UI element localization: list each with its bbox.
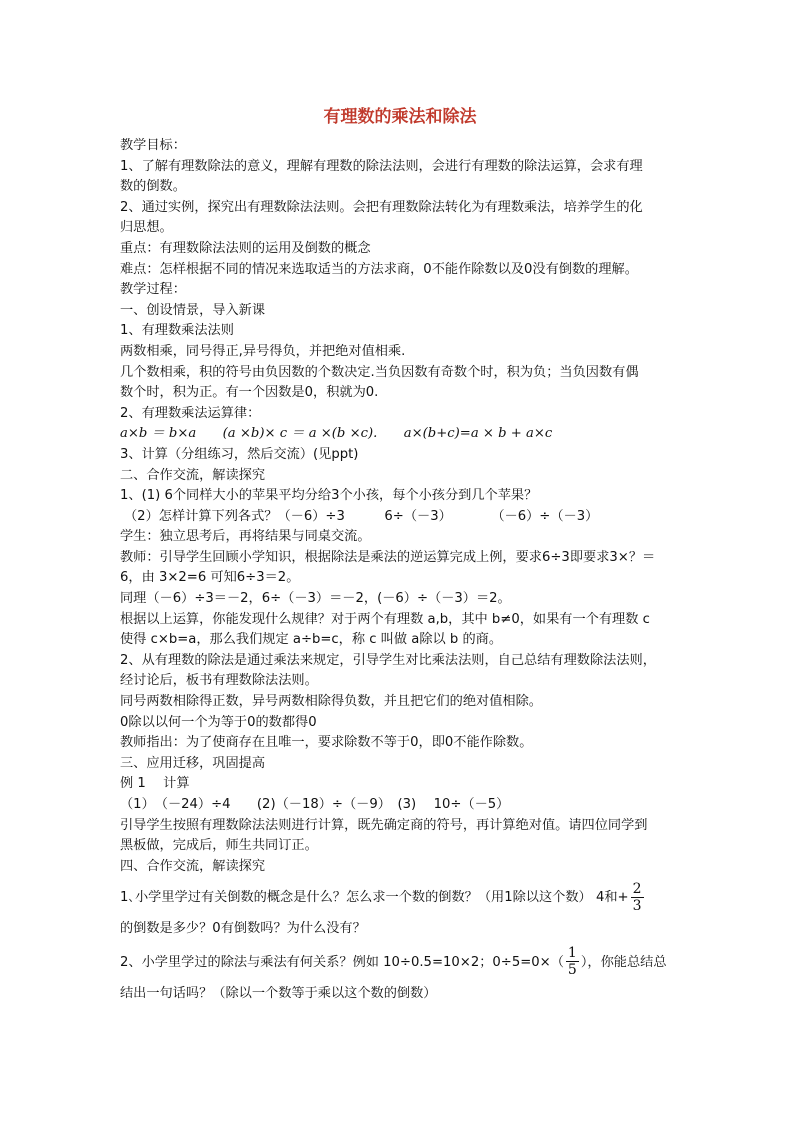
section-1-item-2: 2、有理数乘法运算律： [120, 405, 261, 421]
division-multiplication-line-1 [120, 942, 680, 984]
difficult-point: 难点：怎样根据不同的情况来选取适当的方法求商，0不能作除数以及0没有倒数的理解。 [120, 261, 638, 277]
division-rule-intro-line-2: 经讨论后，板书有理数除法法则。 [120, 673, 318, 689]
fraction-denominator: 5 [567, 962, 577, 979]
division-rule-intro-line-1: 2、从有理数的除法是通过乘法来规定，引导学生对比乘法法则，自己总结有理数除法法则， [120, 652, 656, 668]
division-multiplication-line-2: 结出一句话吗？（除以一个数等于乘以这个数的倒数） [120, 985, 437, 1001]
section-4-heading: 四、合作交流，解读探究 [120, 858, 266, 874]
reciprocal-question-line-1 [120, 877, 680, 919]
similar-results: 同理（－6）÷3＝－2，6÷（－3）＝－2，(－6）÷（－3）＝2。 [120, 591, 511, 607]
example-1-heading: 例 1 计算 [120, 776, 190, 792]
reciprocal-question-text: 1､小学里学过有关倒数的概念是什么？怎么求一个数的倒数？（用1除以这个数） 4和+ [120, 890, 629, 906]
fraction-denominator: 3 [632, 897, 642, 914]
question-1: 1、(1) 6个同样大小的苹果平均分给3个小孩，每个小孩分到几个苹果？ [120, 488, 538, 504]
example-1-items: （1） （－24）÷4 (2)（－18）÷（－9） (3) 10÷（－5） [120, 797, 510, 812]
goal-1-line-1: 1、了解有理数除法的意义，理解有理数的除法法则，会进行有理数的除法运算，会求有理 [120, 158, 643, 174]
teacher-guidance-line-2: 6，由 3×2=6 可知6÷3＝2。 [120, 570, 300, 586]
section-2-heading: 二、合作交流，解读探究 [120, 467, 266, 483]
teacher-guidance-line-1: 教师：引导学生回顾小学知识，根据除法是乘法的逆运算完成上例，要求6÷3即要求3×？＝ [120, 549, 656, 565]
fraction-one-fifth [566, 945, 579, 978]
teacher-note: 教师指出：为了使商存在且唯一，要求除数不等于0，即0不能作除数。 [120, 735, 533, 751]
section-1-item-3: 3、计算（分组练习，然后交流）(见ppt) [120, 446, 359, 462]
student-activity: 学生：独立思考后，再将结果与同桌交流。 [120, 529, 371, 545]
question-2: （2）怎样计算下列各式？（－6）÷3 6÷（－3） （－6）÷（－3） [124, 508, 599, 524]
division-rule: 同号两数相除得正数，异号两数相除得负数，并且把它们的绝对值相除。 [120, 694, 542, 710]
multiplication-rule-2-line-2: 数个时，积为正。有一个因数是0，积就为0. [120, 385, 379, 401]
process-heading: 教学过程： [120, 282, 186, 298]
division-multiplication-text-end: ），你能总结总 [580, 954, 667, 970]
reciprocal-question-line-2: 的倒数是多少？0有倒数吗？为什么没有？ [120, 921, 366, 937]
zero-rule: 0除以以何一个为等于0的数都得0 [120, 714, 317, 730]
division-definition-line-1: 根据以上运算，你能发现什么规律？对于两个有理数 a,b，其中 b≠0，如果有一个有理数 c [120, 611, 650, 627]
multiplication-laws: a×b ＝ b×a (a ×b)× c ＝ a ×(b ×c). a×(b+c)=a × b + a×c [120, 426, 553, 442]
section-3-heading: 三、应用迁移，巩固提高 [120, 755, 266, 771]
fraction-two-thirds [631, 881, 644, 914]
goal-1-line-2: 数的倒数。 [120, 179, 186, 195]
section-1-heading: 一、创设情景，导入新课 [120, 302, 266, 318]
document-page [120, 100, 680, 1005]
section-1-item-1: 1、有理数乘法法则 [120, 323, 234, 339]
guide-line-1: 引导学生按照有理数除法法则进行计算，既先确定商的符号，再计算绝对值。请四位同学到 [120, 817, 648, 833]
key-point: 重点：有理数除法法则的运用及倒数的概念 [120, 240, 371, 256]
division-multiplication-text-start: 2、小学里学过的除法与乘法有何关系？例如 10÷0.5=10×2；0÷5=0×（ [120, 954, 564, 970]
multiplication-rule-2-line-1: 几个数相乘，积的符号由负因数的个数决定.当负因数有奇数个时，积为负；当负因数有偶 [120, 364, 639, 380]
goal-2-line-1: 2、通过实例，探究出有理数除法法则。会把有理数除法转化为有理数乘法，培养学生的化 [120, 199, 643, 215]
division-definition-line-2: 使得 c×b=a，那么我们规定 a÷b=c，称 c 叫做 a除以 b 的商。 [120, 632, 503, 648]
fraction-numerator: 2 [632, 880, 642, 897]
fraction-numerator: 1 [567, 945, 577, 962]
page-title: 有理数的乘法和除法 [323, 107, 477, 127]
multiplication-rule-1: 两数相乘，同号得正,异号得负，并把绝对值相乘. [120, 343, 406, 359]
guide-line-2: 黑板做，完成后，师生共同订正。 [120, 838, 318, 854]
goals-heading: 教学目标： [120, 138, 186, 153]
goal-2-line-2: 归思想。 [120, 220, 173, 236]
